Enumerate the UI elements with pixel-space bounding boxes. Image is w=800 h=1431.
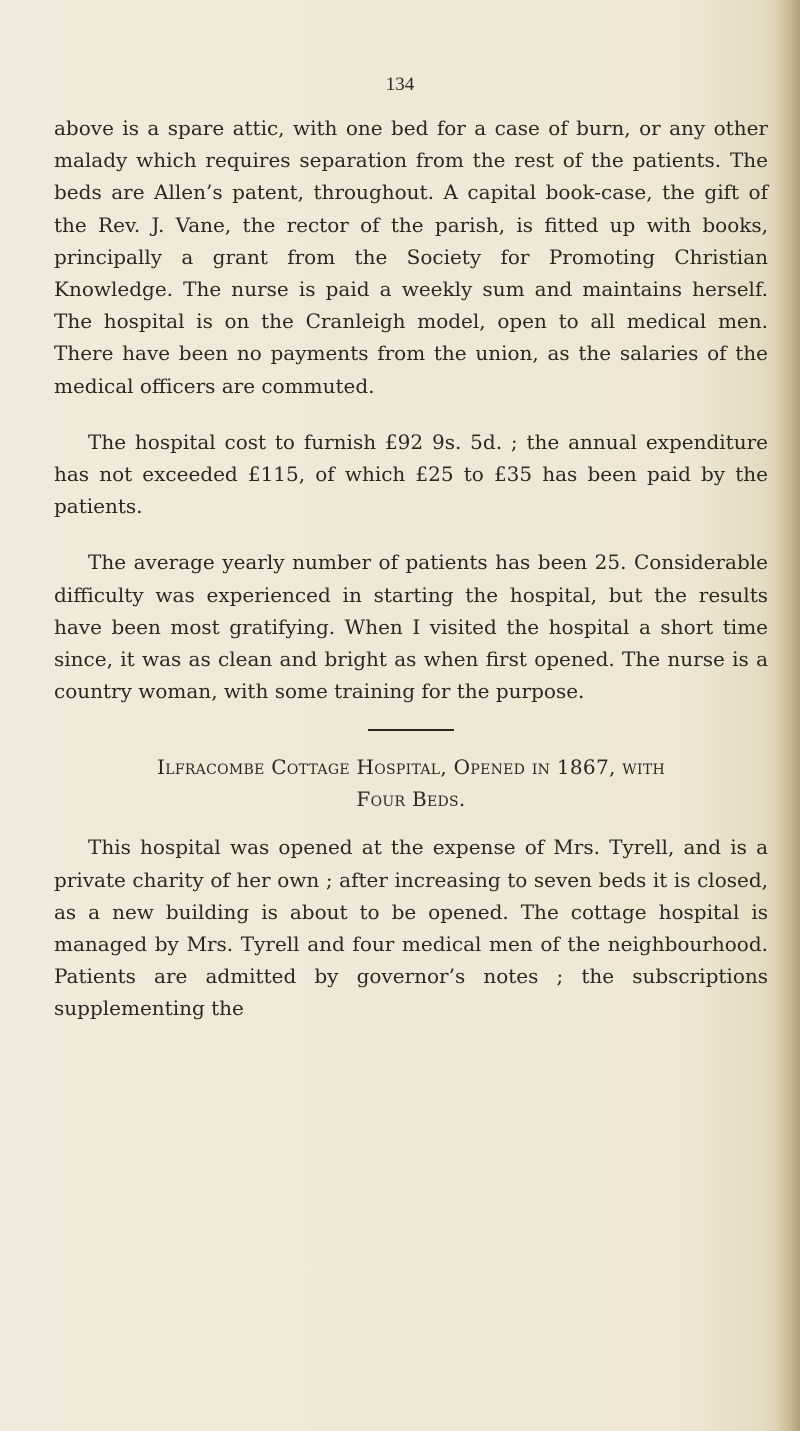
paragraph-continued: above is a spare attic, with one bed for a case of burn, or any other malady which requires separation from the rest of the patients. The beds are Allen’s patent, throughout. A capital book-case, the gift of the Rev. J. Vane, the rector of the parish, is fitted up with books, principally a grant from the Society for Promoting Christian Knowledge. The nurse is paid a weekly sum and maintains herself. The hospital is on the Cranleigh model, open to all medical men. There have been no payments from the union, as the salaries of the medical officers are commuted. [54, 116, 768, 398]
paragraph-patients: The average yearly number of patients has been 25. Considerable difficulty was experienced in starting the hospital, but the results have been most gratifying. When I visited the hospital a short time since, it was as clean and bright as when first opened. The nurse is a country woman, with some training for the purpose. [54, 550, 768, 704]
section-heading-line1: Ilfracombe Cottage Hospital, Opened in 1867, with [157, 755, 665, 780]
paragraph-costs: The hospital cost to furnish £92 9s. 5d. ; the annual expenditure has not exceeded £115, of which £25 to £35 has been paid by the patients. [54, 429, 768, 519]
page-number: 134 [385, 74, 415, 95]
section-heading-line2: Four Beds. [356, 787, 466, 812]
section-divider [368, 729, 454, 731]
section-heading [54, 751, 768, 815]
page-body [54, 112, 768, 1025]
paragraph-ilfracombe: This hospital was opened at the expense of Mrs. Tyrell, and is a private charity of her own ; after increasing to seven beds it is closed, as a new building is about to be opened. The cottage hospital is managed by Mrs. Tyrell and four medical men of the neighbourhood. Patients are admitted by governor’s notes ; the subscriptions supplementing the [54, 835, 768, 1021]
page-edge-shadow [774, 0, 800, 1431]
